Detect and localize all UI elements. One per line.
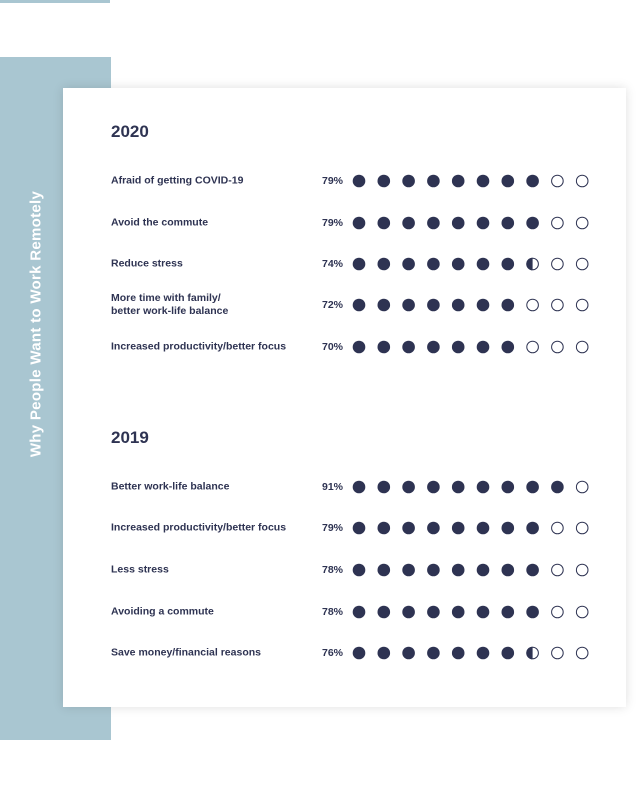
row-value-label: 70%	[321, 341, 343, 353]
row-label: Reduce stress	[111, 257, 183, 270]
dot-filled	[477, 258, 490, 271]
dot-filled	[427, 481, 440, 494]
dot-filled	[427, 606, 440, 619]
dot-filled	[353, 647, 366, 660]
dot-empty	[576, 258, 588, 270]
dot-filled	[452, 341, 465, 354]
row-label: Afraid of getting COVID-19	[111, 174, 244, 187]
dot-filled	[502, 258, 515, 271]
chart-row	[63, 247, 626, 281]
dot-filled	[526, 564, 539, 577]
dot-track	[351, 604, 591, 620]
dot-filled	[353, 481, 366, 494]
dot-track	[351, 562, 591, 578]
dot-track	[351, 173, 591, 189]
dot-track	[351, 215, 591, 231]
dot-empty	[552, 564, 564, 576]
dot-filled	[427, 175, 440, 188]
dot-filled	[502, 175, 515, 188]
dot-filled	[477, 564, 490, 577]
dot-filled	[502, 606, 515, 619]
dot-empty	[576, 481, 588, 493]
dot-filled	[402, 217, 415, 230]
row-value-label: 76%	[321, 647, 343, 659]
dot-filled	[452, 647, 465, 660]
row-value-label: 72%	[321, 299, 343, 311]
dot-filled	[353, 341, 366, 354]
dot-filled	[452, 481, 465, 494]
dot-filled	[477, 341, 490, 354]
dot-filled	[402, 647, 415, 660]
row-value-label: 79%	[321, 217, 343, 229]
dot-empty	[576, 606, 588, 618]
dot-filled	[378, 606, 391, 619]
dot-filled	[477, 175, 490, 188]
dot-track	[351, 479, 591, 495]
chart-card	[63, 88, 626, 707]
dot-track	[351, 645, 591, 661]
dot-filled	[427, 647, 440, 660]
dot-empty	[552, 258, 564, 270]
dot-filled	[378, 647, 391, 660]
chart-row	[63, 595, 626, 629]
dot-filled	[452, 564, 465, 577]
dot-filled	[402, 481, 415, 494]
dot-filled	[502, 341, 515, 354]
dot-filled	[477, 606, 490, 619]
dot-filled	[378, 564, 391, 577]
dot-filled	[526, 606, 539, 619]
dot-filled	[477, 299, 490, 312]
dot-empty	[527, 299, 539, 311]
dot-filled	[452, 258, 465, 271]
dot-filled	[452, 606, 465, 619]
dot-filled	[477, 647, 490, 660]
dot-filled	[551, 481, 564, 494]
dot-filled	[427, 258, 440, 271]
dot-empty	[576, 341, 588, 353]
dot-filled	[378, 258, 391, 271]
dot-empty	[576, 647, 588, 659]
chart-row	[63, 206, 626, 240]
dot-filled	[353, 175, 366, 188]
dot-filled	[427, 299, 440, 312]
dot-empty	[576, 175, 588, 187]
dot-filled	[526, 522, 539, 535]
row-value-label: 78%	[321, 606, 343, 618]
dot-filled	[353, 606, 366, 619]
top-accent-strip	[0, 0, 110, 3]
dot-filled	[378, 175, 391, 188]
dot-filled	[402, 299, 415, 312]
dot-track	[351, 339, 591, 355]
dot-filled	[402, 258, 415, 271]
chart-row	[63, 470, 626, 504]
row-value-label: 79%	[321, 522, 343, 534]
dot-filled	[402, 606, 415, 619]
dot-filled	[526, 481, 539, 494]
row-label: Increased productivity/better focus	[111, 340, 287, 353]
dot-filled	[526, 175, 539, 188]
row-value-label: 78%	[321, 564, 343, 576]
dot-empty	[576, 564, 588, 576]
row-value-label: 91%	[321, 481, 343, 493]
dot-empty	[576, 217, 588, 229]
dot-empty	[552, 647, 564, 659]
dot-filled	[452, 522, 465, 535]
dot-filled	[402, 341, 415, 354]
dot-filled	[427, 564, 440, 577]
chart-row	[63, 330, 626, 364]
dot-filled	[477, 217, 490, 230]
row-label: More time with family/ better work-life balance	[111, 292, 229, 317]
dot-empty	[552, 217, 564, 229]
dot-empty	[552, 522, 564, 534]
section-title-2019: 2019	[111, 428, 149, 447]
dot-track	[351, 297, 591, 313]
dot-filled	[526, 217, 539, 230]
section-title-2020: 2020	[111, 122, 149, 141]
row-label: Increased productivity/better focus	[111, 521, 287, 534]
dot-filled	[402, 522, 415, 535]
dot-empty	[552, 175, 564, 187]
dot-filled	[378, 217, 391, 230]
dot-filled	[477, 522, 490, 535]
dot-filled	[402, 175, 415, 188]
dot-filled	[353, 217, 366, 230]
dot-filled	[502, 481, 515, 494]
dot-filled	[427, 522, 440, 535]
dot-half	[526, 647, 538, 660]
dot-filled	[502, 522, 515, 535]
dot-filled	[502, 564, 515, 577]
dot-track	[351, 256, 591, 272]
row-value-label: 74%	[321, 258, 343, 270]
row-value-label: 79%	[321, 175, 343, 187]
dot-filled	[427, 217, 440, 230]
dot-filled	[378, 481, 391, 494]
dot-empty	[576, 522, 588, 534]
dot-empty	[576, 299, 588, 311]
dot-filled	[353, 299, 366, 312]
dot-filled	[502, 217, 515, 230]
dot-empty	[552, 299, 564, 311]
dot-half	[526, 258, 538, 271]
dot-empty	[552, 606, 564, 618]
dot-filled	[452, 299, 465, 312]
row-label: Better work-life balance	[111, 480, 230, 493]
row-label: Less stress	[111, 563, 169, 576]
dot-empty	[552, 341, 564, 353]
dot-filled	[378, 341, 391, 354]
dot-filled	[502, 299, 515, 312]
side-title: Why People Want to Work Remotely	[27, 190, 45, 458]
dot-empty	[527, 341, 539, 353]
chart-row	[63, 636, 626, 670]
row-label: Avoiding a commute	[111, 605, 214, 618]
chart-row	[63, 288, 626, 322]
dot-filled	[378, 299, 391, 312]
dot-filled	[353, 564, 366, 577]
dot-filled	[353, 258, 366, 271]
row-label: Save money/financial reasons	[111, 646, 261, 659]
dot-filled	[477, 481, 490, 494]
dot-filled	[452, 175, 465, 188]
dot-track	[351, 520, 591, 536]
dot-filled	[427, 341, 440, 354]
chart-row	[63, 164, 626, 198]
dot-filled	[502, 647, 515, 660]
chart-row	[63, 511, 626, 545]
row-label: Avoid the commute	[111, 216, 209, 229]
dot-filled	[378, 522, 391, 535]
dot-filled	[452, 217, 465, 230]
dot-filled	[402, 564, 415, 577]
chart-row	[63, 553, 626, 587]
dot-filled	[353, 522, 366, 535]
